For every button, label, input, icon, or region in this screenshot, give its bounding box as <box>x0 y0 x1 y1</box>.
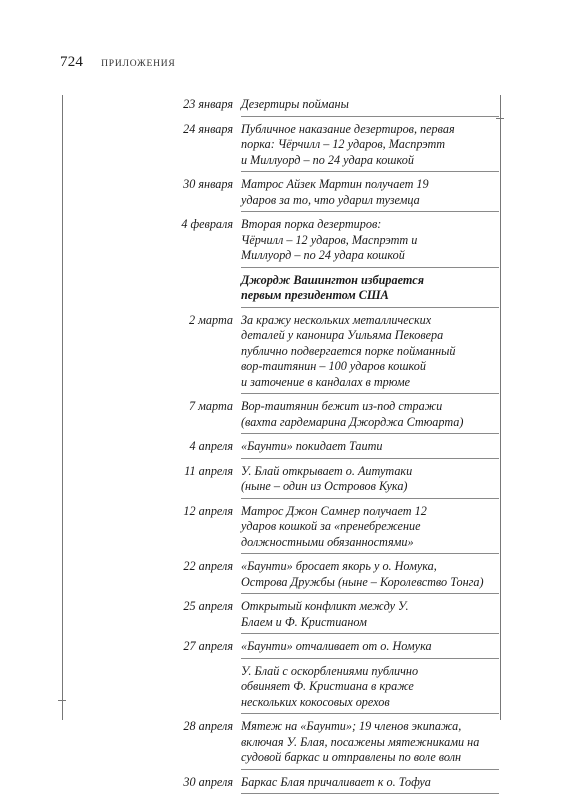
entry-description <box>241 559 499 594</box>
entry-description <box>241 273 499 308</box>
entry-description <box>241 313 499 395</box>
entry-date: 30 апреля <box>183 774 233 789</box>
description-line: Миллуорд – по 24 удара кошкой <box>241 248 405 262</box>
entry-date: 30 января <box>183 177 233 191</box>
chronology-entry <box>0 719 580 770</box>
description-line: Блаем и Ф. Кристианом <box>241 614 367 629</box>
entry-description <box>241 719 499 770</box>
entry-description <box>241 122 499 173</box>
description-line: (ныне – один из Островов Кука) <box>241 479 408 493</box>
entry-date: 28 апреля <box>183 719 233 733</box>
chronology-entry <box>0 122 580 173</box>
chronology-list <box>0 97 580 799</box>
chronology-entry <box>0 599 580 634</box>
chronology-entry <box>0 639 580 659</box>
description-line: У. Блай открывает о. Аитутаки <box>241 463 413 478</box>
description-line: порка: Чёрчилл – 12 ударов, Маспрэтт <box>241 137 446 151</box>
chronology-entry <box>0 775 580 795</box>
entry-date: 27 апреля <box>183 639 233 653</box>
entry-description <box>241 177 499 212</box>
entry-description <box>241 399 499 434</box>
description-line: «Баунти» покидает Таити <box>241 439 383 453</box>
description-line: включая У. Блая, посажены мятежниками на <box>241 734 480 749</box>
entry-date: 24 января <box>183 121 233 136</box>
description-line: Острова Дружбы (ныне – Королевство Тонга) <box>241 574 484 589</box>
entry-description <box>241 504 499 555</box>
chronology-entry <box>0 313 580 395</box>
description-line: ударов кошкой за «пренебрежение <box>241 519 421 533</box>
entry-date: 7 марта <box>189 399 233 413</box>
description-line: Джордж Вашингтон избирается <box>241 272 424 287</box>
description-line: Баркас Блая причаливает к о. Тофуа <box>241 774 431 789</box>
description-line: «Баунти» бросает якорь у о. Номука, <box>241 559 437 573</box>
chronology-entry <box>0 273 580 308</box>
entry-date: 23 января <box>183 97 233 111</box>
description-line: У. Блай с оскорблениями публично <box>241 663 419 678</box>
chronology-entry <box>0 559 580 594</box>
entry-date: 4 февраля <box>181 217 233 231</box>
description-line: и заточение в кандалах в трюме <box>241 374 411 389</box>
description-line: ударов за то, что ударил туземца <box>241 192 420 207</box>
description-line: нескольких кокосовых орехов <box>241 694 390 709</box>
description-line: Матрос Джон Самнер получает 12 <box>241 503 427 518</box>
entry-description <box>241 664 499 715</box>
description-line: Дезертиры пойманы <box>241 97 349 111</box>
description-line: публично подвергается порке пойманный <box>241 343 456 358</box>
entry-description <box>241 217 499 268</box>
entry-description <box>241 464 499 499</box>
entry-date: 25 апреля <box>183 599 233 613</box>
entry-date: 12 апреля <box>183 503 233 518</box>
chronology-entry <box>0 177 580 212</box>
entry-date: 11 апреля <box>184 463 233 478</box>
description-line: Вторая порка дезертиров: <box>241 217 382 231</box>
entry-description <box>241 439 499 459</box>
description-line: Мятеж на «Баунти»; 19 членов экипажа, <box>241 719 462 733</box>
chronology-entry <box>0 664 580 715</box>
entry-description <box>241 599 499 634</box>
page-number: 724 <box>60 54 84 70</box>
description-line: обвиняет Ф. Кристиана в краже <box>241 679 414 693</box>
entry-description <box>241 775 499 795</box>
description-line: (вахта гардемарина Джорджа Стюарта) <box>241 414 464 429</box>
entry-description <box>241 639 499 659</box>
description-line: и Миллуорд – по 24 удара кошкой <box>241 152 414 167</box>
description-line: «Баунти» отчаливает от о. Номука <box>241 639 432 653</box>
chronology-entry <box>0 464 580 499</box>
entry-date: 2 марта <box>189 312 233 327</box>
running-title: ПРИЛОЖЕНИЯ <box>101 59 176 69</box>
description-line: судовой баркас и отправлены по воле волн <box>241 750 462 764</box>
description-line: деталей у канонира Уильяма Пековера <box>241 328 444 342</box>
chronology-entry <box>0 399 580 434</box>
entry-date: 4 апреля <box>189 439 233 453</box>
description-line: должностными обязанностями» <box>241 534 414 549</box>
description-line: Публичное наказание дезертиров, первая <box>241 121 455 136</box>
entry-description <box>241 97 499 117</box>
description-line: За кражу нескольких металлических <box>241 312 432 327</box>
chronology-entry <box>0 97 580 117</box>
chronology-entry <box>0 217 580 268</box>
chronology-entry <box>0 504 580 555</box>
description-line: Вор-таитянин бежит из-под стражи <box>241 399 443 413</box>
description-line: Чёрчилл – 12 ударов, Маспрэтт и <box>241 232 418 247</box>
description-line: вор-таитянин – 100 ударов кошкой <box>241 359 426 373</box>
description-line: Матрос Айзек Мартин получает 19 <box>241 177 429 191</box>
chronology-entry <box>0 439 580 459</box>
page-header <box>60 54 176 71</box>
entry-date: 22 апреля <box>183 559 233 573</box>
description-line: первым президентом США <box>241 288 389 302</box>
description-line: Открытый конфликт между У. <box>241 599 409 613</box>
